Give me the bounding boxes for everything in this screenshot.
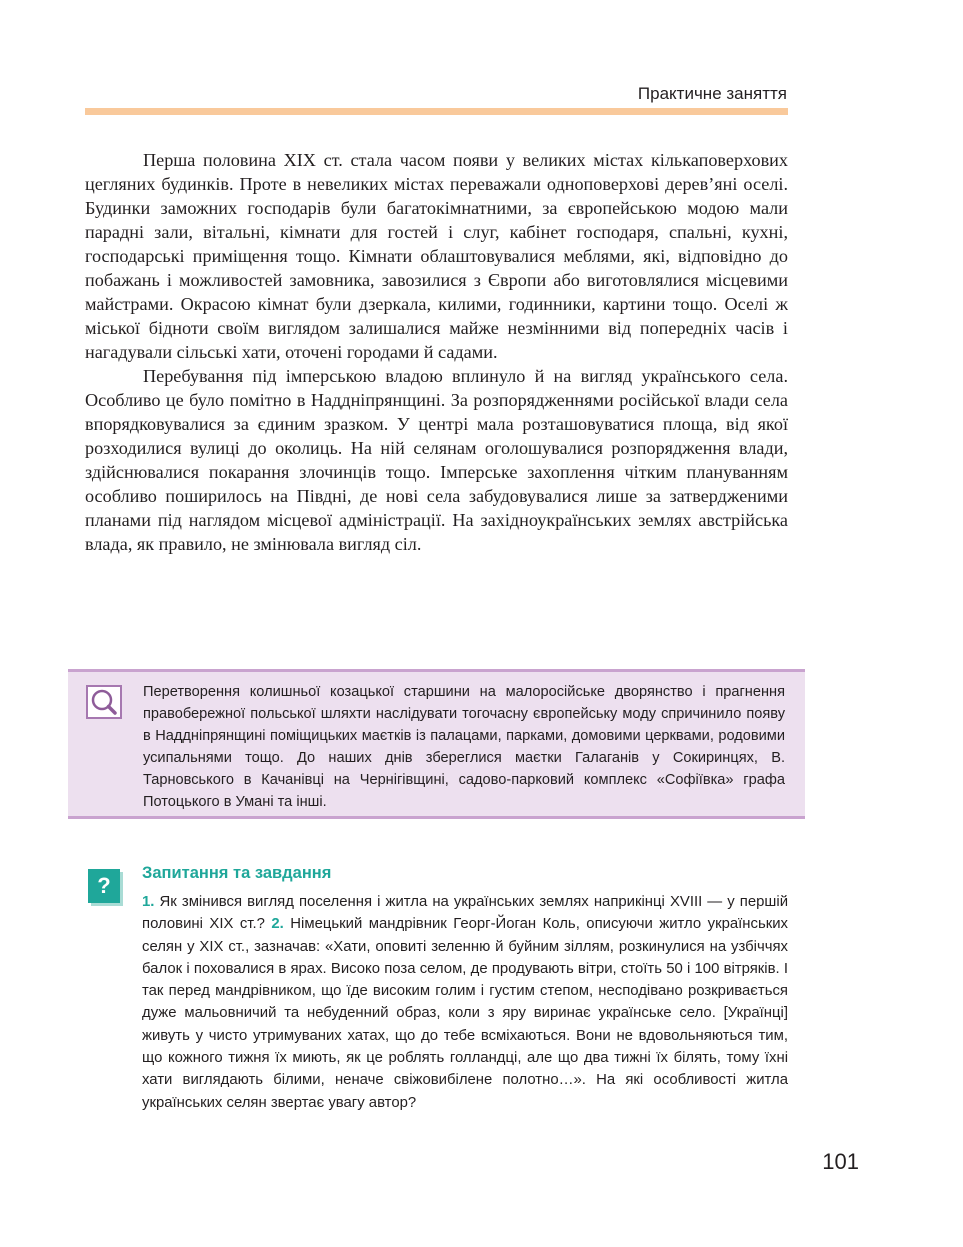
questions-text (142, 891, 788, 1114)
header-divider (85, 108, 788, 115)
magnifier-icon (86, 685, 122, 719)
question-2-number: 2. (271, 916, 284, 933)
section-title: Практичне заняття (637, 84, 787, 103)
question-icon: ? (88, 869, 120, 903)
page-number: 101 (822, 1149, 859, 1174)
info-box (68, 669, 805, 819)
question-1-number: 1. (142, 894, 155, 910)
info-box-text: Перетворення колишньої козацької старшини на малоросійське дворянство і прагнення правобережної польської шляхти наслідувати тогочасну європейську моду спричинило появу в Наддніпрянщині поміщицьких маєтків із палацами, парками, домовими церквами, родовими усипальнями тощо. До наших днів збереглися маєтки Галаганів у Сокиринцях, В. Тарновського в Качанівці на Чернігівщині, садово-парковий комплекс «Софіївка» графа Потоцького в Умані та інші. (143, 684, 785, 810)
paragraph-1: Перша половина XIX ст. стала часом появи у великих містах кількаповерхових цегляних будинків. Проте в невеликих містах переважали одноповерхові дерев’яні оселі. Будинки заможних господарів були багатокімнатними, за європейською модою мали парадні зали, вітальні, кімнати для гостей і слуг, кабінет господаря, спальні, кухні, господарські приміщення тощо. Кімнати облаштовувалися меблями, які, відповідно до побажань і можливостей замовника, завозилися з Європи або виготовлялися місцевими майстрами. Окрасою кімнат були дзеркала, килими, годинники, картини тощо. Оселі ж міської бідноти своїм виглядом залишалися майже незмінними від попередніх часів і нагадували сільські хати, оточені городами й садами. (85, 150, 788, 362)
questions-title: Запитання та завдання (142, 864, 332, 882)
question-2-text: Німецький мандрівник Георг-Йоган Коль, описуючи житло українських селян у XIX ст., зазначав: «Хати, оповиті зеленню й буйним зіллям, розкинулися на узбіччях балок і поховалися в ярах. Високо поза селом, де продувають вітри, стоїть 50 і 100 вітряків. І так перед мандрівником, що їде високим голим і густим степом, несподівано розкривається дуже мальовничий та небуденний образ, коли з яру виринає українське село. [Українці] живуть у чисто утримуваних хатах, що до тебе всміхаються. Вони не вдовольняються тим, що кожного тижня їх миють, як це роблять голландці, але що два тижні їх білять, тому їхні хати виглядають білими, неначе свіжовибілене полотно…». На які особливості житла українських селян звертає увагу автор? (142, 916, 788, 1111)
paragraph-2: Перебування під імперською владою вплинуло й на вигляд українського села. Особливо це було помітно в Наддніпрянщині. За розпорядженнями російської влади села впорядковувалися за єдиним зразком. У центрі мала розташовуватися площа, від якої розходилися вулиці до околиць. На ній селянам оголошувалися розпорядження влади, здійснювалися покарання злочинців тощо. Імперське захоплення чітким плануванням особливо поширилось на Півдні, де нові села забудовувалися лише за затвердженими планами під наглядом місцевої адміністрації. На західноукраїнських землях австрійська влада, як правило, не змінювала вигляд сіл. (85, 366, 788, 554)
question-1-text: Як змінився вигляд поселення і житла на українських землях наприкінці XVIII — у першій половині XIX ст.? (142, 894, 789, 933)
main-text (85, 148, 788, 556)
